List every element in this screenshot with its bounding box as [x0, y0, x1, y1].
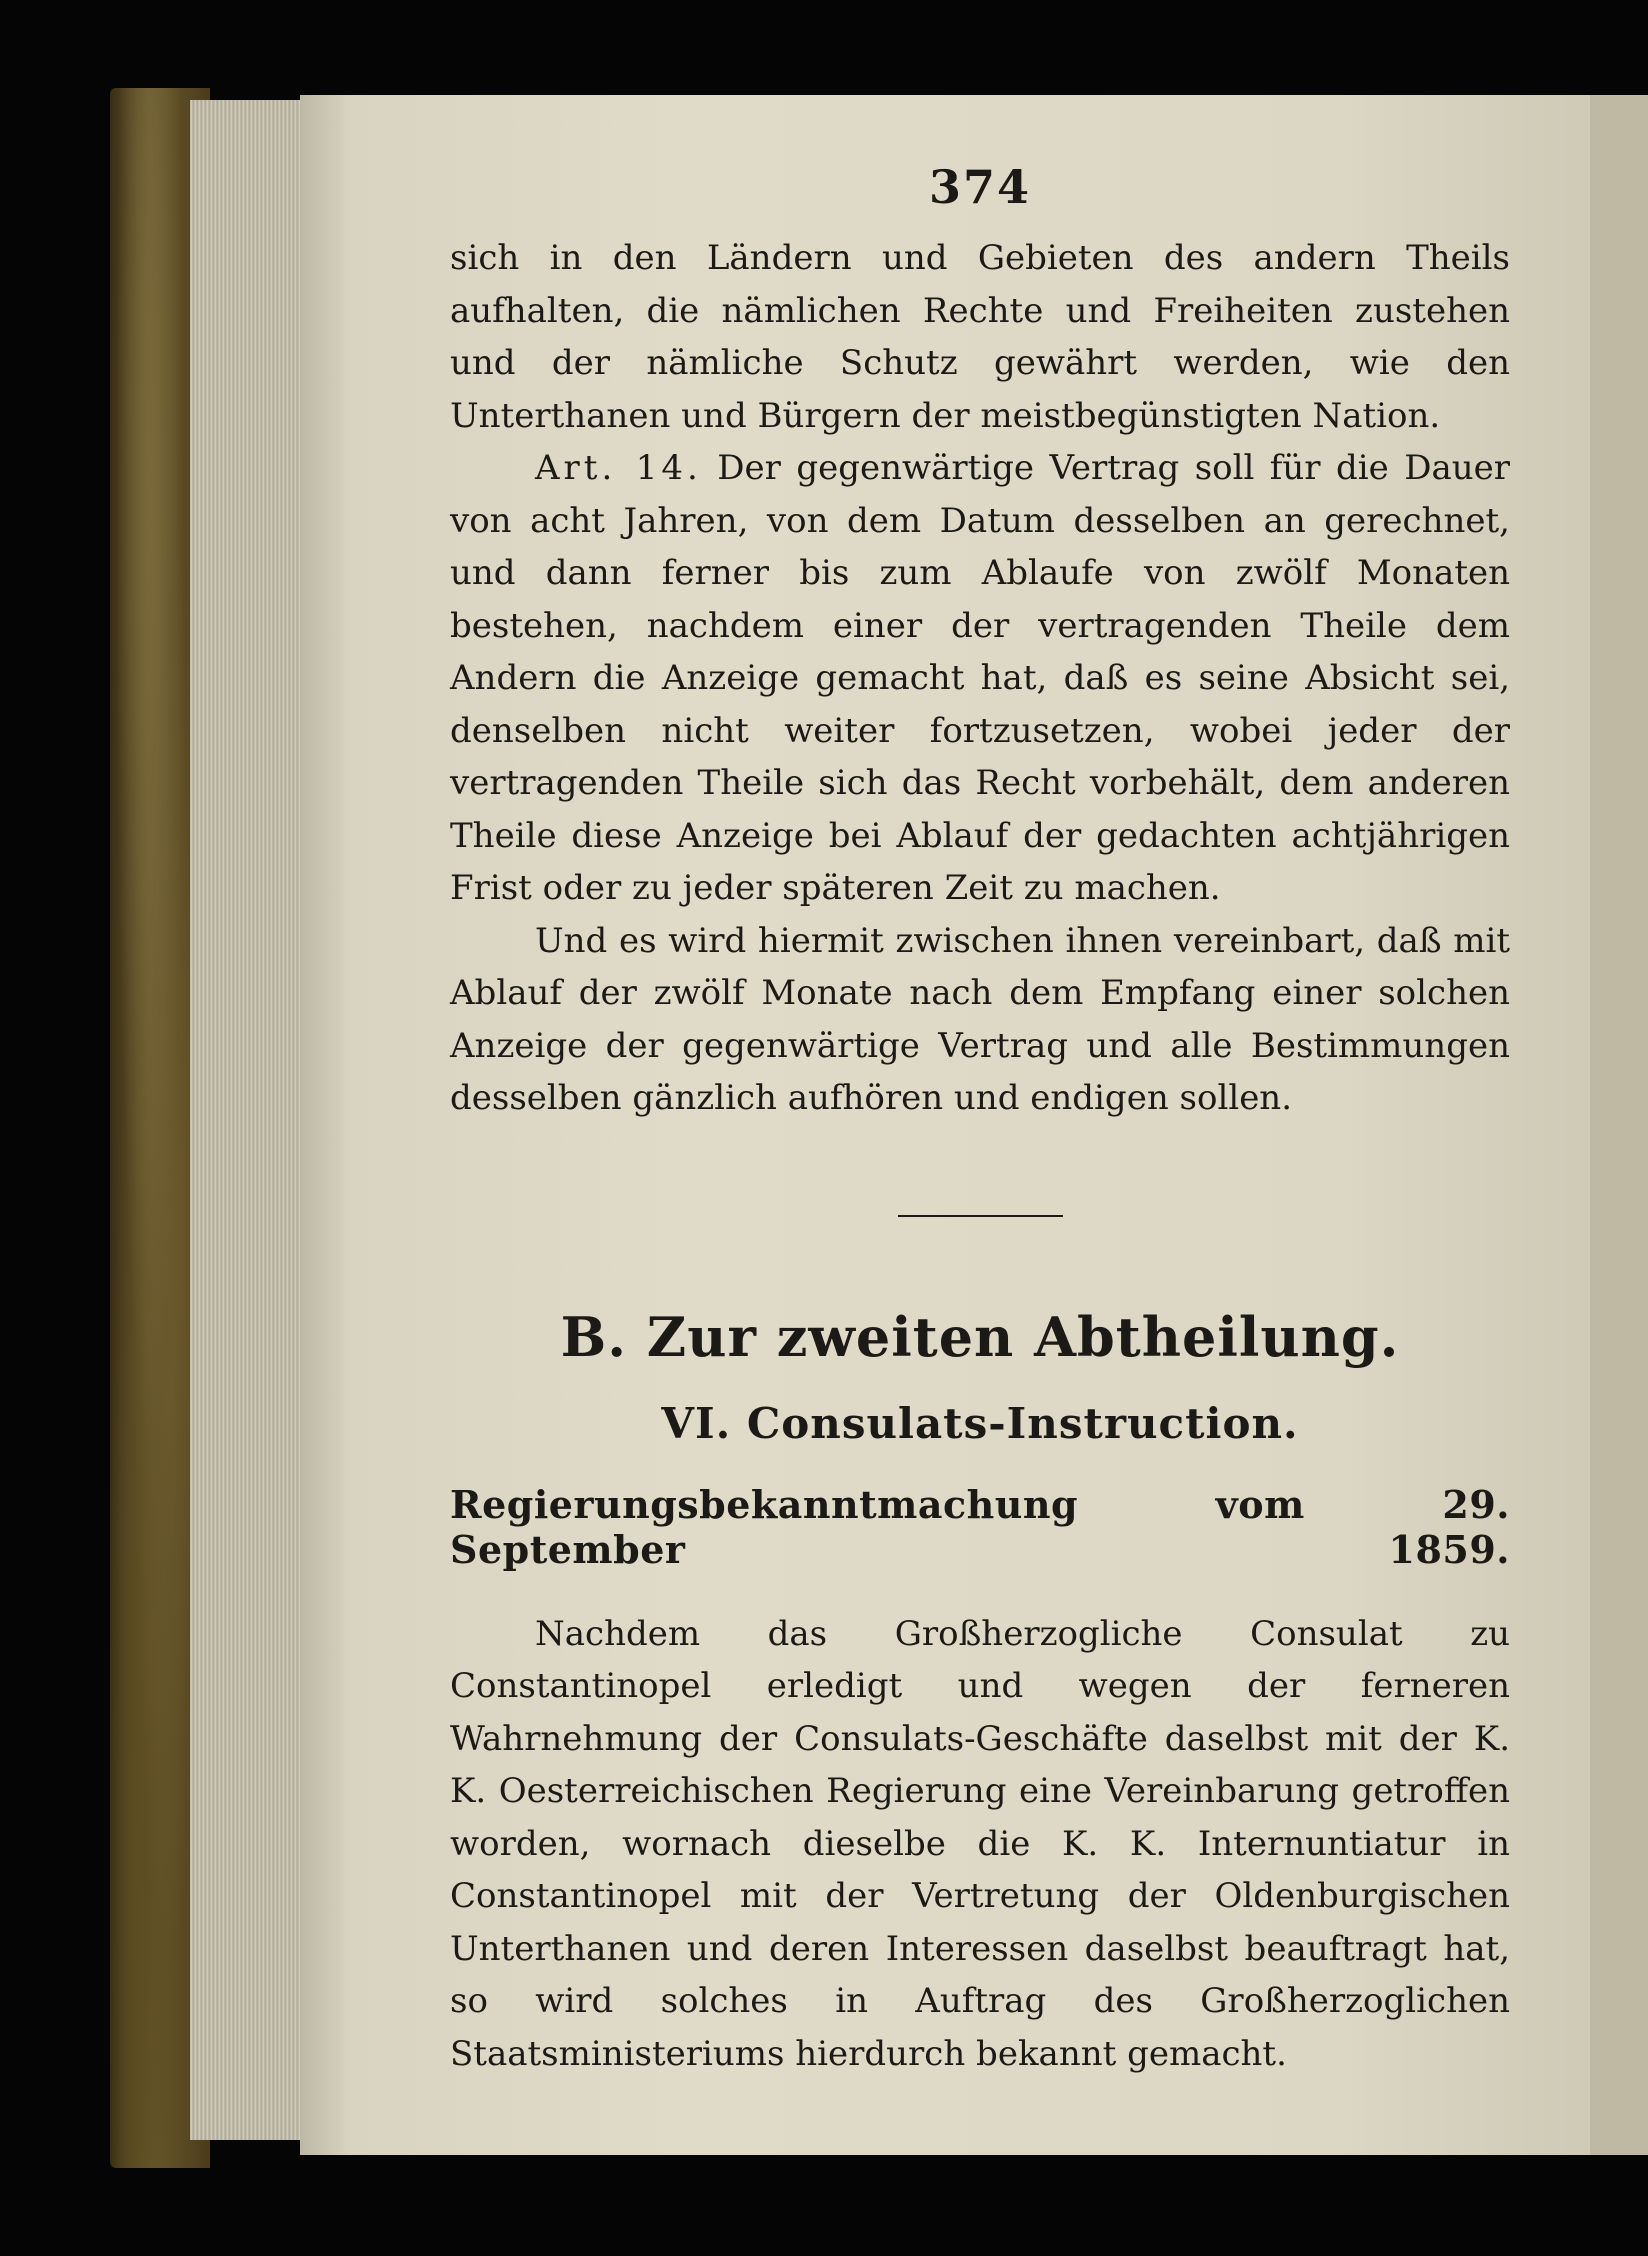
section-heading: B. Zur zweiten Abtheilung.	[560, 1304, 1400, 1369]
page-text-block	[450, 160, 1510, 2080]
facing-page-edge	[1590, 95, 1648, 2155]
page-number: 374	[928, 160, 1032, 214]
article-14-label: Art. 14.	[535, 448, 702, 488]
article-14-text: Der gegenwärtige Vertrag soll für die Dauer von acht Jahren, von dem Datum desselben an gerechnet, und dann ferner bis zum Ablaufe von zwölf Monaten bestehen, nachdem einer der vertragenden Theile dem Andern die Anzeige gemacht hat, daß es seine Absicht sei, denselben nicht weiter fortzusetzen, wobei jeder der vertragenden Theile sich das Recht vorbehält, dem anderen Theile diese Anzeige bei Ablauf der gedachten achtjährigen Frist oder zu jeder späteren Zeit zu machen.	[450, 448, 1510, 908]
article-14-paragraph	[450, 442, 1510, 915]
section-subheading: VI. Consulats-Instruction.	[661, 1398, 1299, 1448]
section-divider	[898, 1215, 1063, 1217]
notice-heading: Regierungsbekanntmachung vom 29. September 1859.	[450, 1481, 1510, 1572]
notice-paragraph: Nachdem das Großherzogliche Consulat zu Constantinopel erledigt und wegen der ferneren Wahrnehmung der Consulats-Geschäfte daselbst mit der K. K. Oesterreichischen Regierung eine Vereinbarung getroffen worden, wornach dieselbe die K. K. Internuntiatur in Constantinopel mit der Vertretung der Oldenburgischen Unterthanen und deren Interessen daselbst beauftragt hat, so wird solches in Auftrag des Großherzoglichen Staatsministeriums hierdurch bekannt gemacht.	[450, 1613, 1510, 2074]
continuation-paragraph: sich in den Ländern und Gebieten des andern Theils aufhalten, die nämlichen Rechte und Freiheiten zustehen und der nämliche Schutz gewährt werden, wie den Unterthanen und Bürgern der meistbegünstigten Nation.	[450, 238, 1510, 436]
agreement-paragraph: Und es wird hiermit zwischen ihnen vereinbart, daß mit Ablauf der zwölf Monate nach dem Empfang einer solchen Anzeige der gegenwärtige Vertrag und alle Bestimmungen desselben gänzlich aufhören und endigen sollen.	[450, 920, 1510, 1118]
page-edges	[190, 100, 310, 2140]
